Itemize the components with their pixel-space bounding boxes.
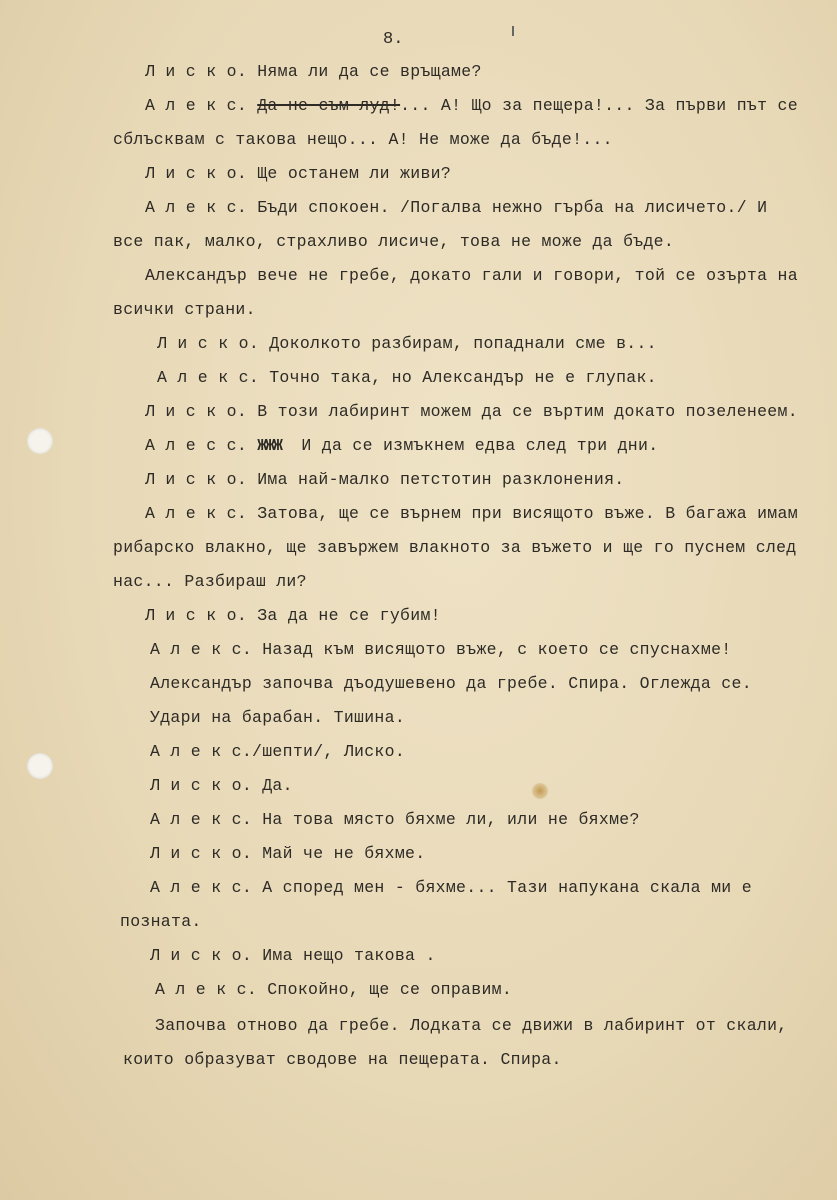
text-line: все пак, малко, страхливо лисиче, това не може да бъде. [113,232,675,251]
text-line: А л е к с. Бъди спокоен. /Погалва нежно гърба на лисичето./ И [145,198,768,217]
text-line: А л е к с. Спокойно, ще се оправим. [155,980,513,999]
text-line: А л е к с./шепти/, Лиско. [150,742,406,761]
text-line: Л и с к о. Има най-малко петстотин разклонения. [145,470,625,489]
text-line [145,96,798,115]
text-line: Л и с к о. Доколкото разбирам, попаднали сме в... [157,334,657,353]
text-line: Удари на барабан. Тишина. [150,708,406,727]
text-line [145,436,658,455]
punch-hole [27,428,53,454]
text-line: рибарско влакно, ще завържем влакното за въжето и ще го пуснем след [113,538,797,557]
text-line: Александър започва дъодушевено да гребе. Спира. Оглежда се. [150,674,752,693]
text-line: нас... Разбираш ли? [113,572,307,591]
struck-text: Да не съм луд! [257,96,401,115]
punch-hole [27,753,53,779]
line-text: ... А! Що за пещера!... За първи път се [400,96,798,115]
text-line: А л е к с. Точно така, но Александър не е глупак. [157,368,657,387]
text-line: А л е к с. На това място бяхме ли, или не бяхме? [150,810,640,829]
text-line: Л и с к о. В този лабиринт можем да се въртим докато позеленеем. [145,402,798,421]
text-line: Л и с к о. За да не се губим! [145,606,441,625]
line-text: И да се измъкнем едва след три дни. [301,436,659,455]
text-line: Л и с к о. Май че не бяхме. [150,844,426,863]
text-line: сблъсквам с такова нещо... А! Не може да бъде!... [113,130,613,149]
stain-mark [532,783,548,799]
text-line: Л и с к о. Има нещо такова . [150,946,436,965]
text-line: А л е к с. А според мен - бяхме... Тази напукана скала ми е [150,878,752,897]
text-line: позната. [120,912,202,931]
text-line: Л и с к о. Няма ли да се връщаме? [145,62,482,81]
text-line: Л и с к о. Ще останем ли живи? [145,164,452,183]
page-number: 8. [383,30,404,49]
overtyped-text: ЖЖЖ [257,436,281,455]
text-line: всички страни. [113,300,256,319]
text-line: А л е к с. Назад към висящото въже, с което се спуснахме! [150,640,732,659]
text-line: Започва отново да гребе. Лодката се движи в лабиринт от скали, [155,1016,788,1035]
text-line: А л е к с. Затова, ще се върнем при висящото въже. В багажа имам [145,504,798,523]
speaker-label: А л е к с. [145,96,248,115]
pencil-mark [512,26,514,36]
text-line: които образуват сводове на пещерата. Спира. [123,1050,562,1069]
speaker-label: А л е с с. [145,436,248,455]
text-line: Александър вече не гребе, докато гали и говори, той се озърта на [145,266,798,285]
text-line: Л и с к о. Да. [150,776,293,795]
